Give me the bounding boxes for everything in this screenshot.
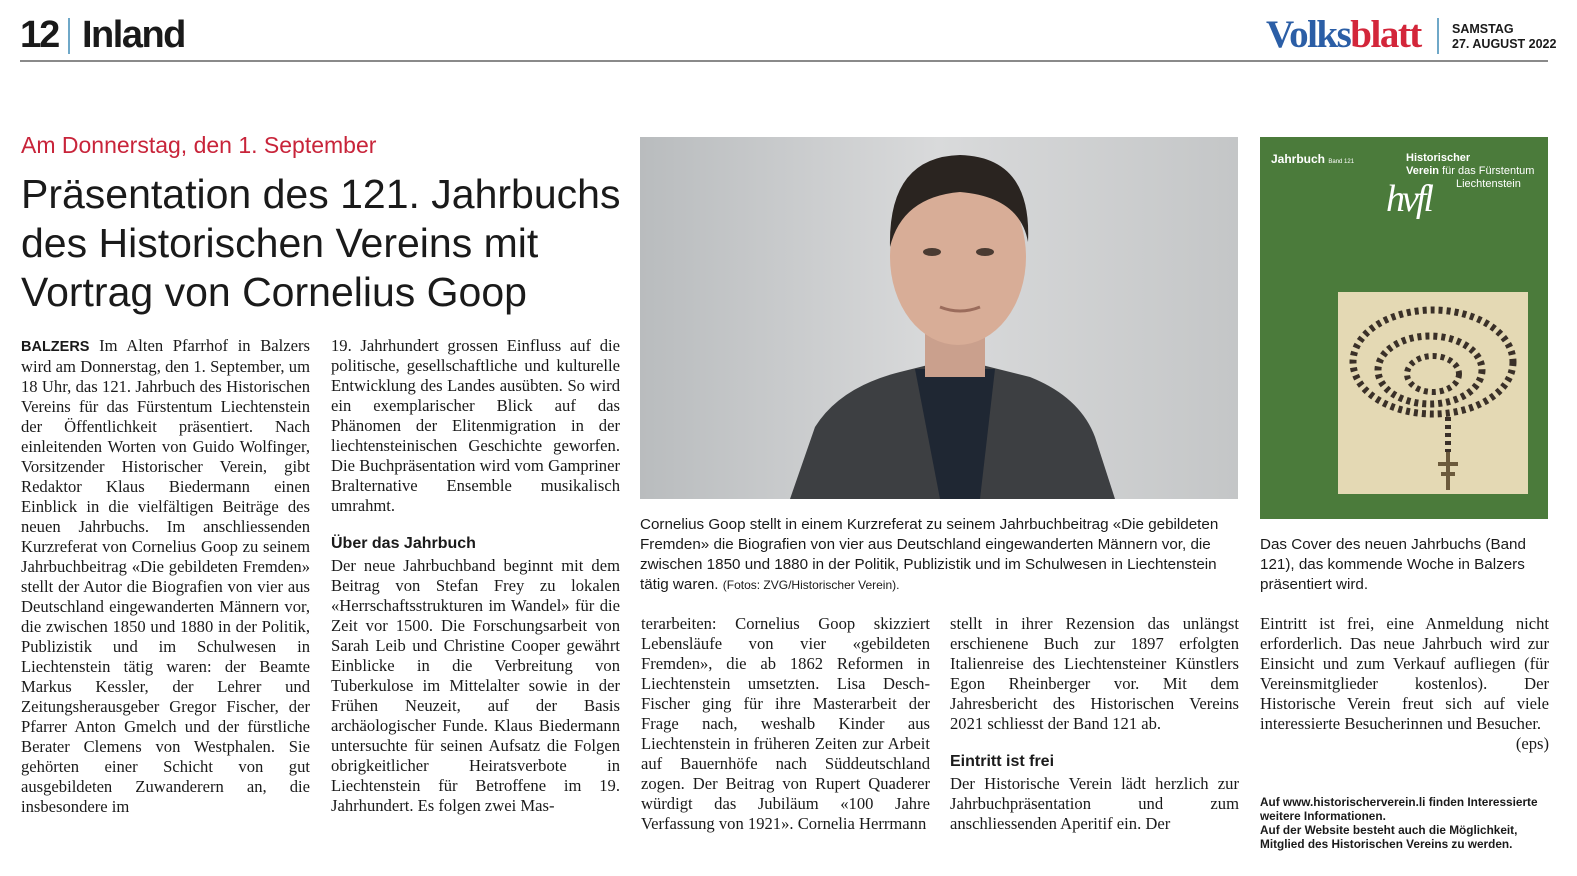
dateline: BALZERS [21, 339, 90, 355]
logo-part-volks: Volks [1266, 13, 1351, 56]
body-text: terarbeiten: Cornelius Goop skizziert Lebensläufe von vier «gebildeten Fremden», die ab 1862 Reformen in Liechtenstein umsetzten. Lisa Desch-Fischer ging für ihre Masterarbeit der Frage nach, weshalb Kinder aus Liechtenstein in früheren Zeiten zur Arbeit auf Bauernhöfe nach Süddeutschland zogen. Der Beitrag von Rupert Quaderer würdigt das Jubiläum «100 Jahre Verfassung von 1921». Cornelia Herrmann [641, 614, 930, 833]
author-signature: (eps) [1515, 734, 1549, 753]
cover-monogram: hvfl [1386, 178, 1431, 220]
cover-title-text: Jahrbuch [1271, 152, 1326, 166]
header-divider [68, 18, 70, 54]
header-rule [20, 60, 1548, 62]
cover-title [1271, 152, 1354, 166]
page-number: 12 [20, 14, 59, 56]
article-headline: Präsentation des 121. Jahrbuchs des Historischen Vereins mit Vortrag von Cornelius Goop [21, 171, 621, 315]
publisher-line: Liechtenstein [1456, 178, 1521, 190]
cover-caption: Das Cover des neuen Jahrbuchs (Band 121), das kommende Woche in Balzers präsentiert wird. [1260, 536, 1526, 593]
logo-part-blatt: blatt [1350, 13, 1421, 56]
publisher-line: Historischer [1406, 152, 1471, 164]
portrait-illustration [640, 137, 1238, 499]
article-column-4 [950, 614, 1239, 834]
weekday: SAMSTAG [1452, 22, 1514, 36]
portrait-photo [640, 137, 1238, 499]
rosary-illustration [1338, 292, 1528, 494]
photo-caption [640, 515, 1240, 595]
header-divider [1437, 18, 1439, 54]
article-column-1 [21, 336, 310, 817]
issue-date [1452, 22, 1556, 52]
rosary-image [1338, 292, 1528, 494]
caption-text: Cornelius Goop stellt in einem Kurzreferat zu seinem Jahrbuchbeitrag «Die gebildeten Fremden» die Biografien von vier aus Deutschland eingewanderten Männern vor, die zwischen 1850 und 1880 in der Politik, Publizistik und im Schulwesen in Liechtenstein tätig waren. [640, 516, 1219, 593]
subheading: Über das Jahrbuch [331, 535, 476, 552]
article-column-5 [1260, 614, 1549, 754]
body-text: Eintritt ist frei, eine Anmeldung nicht erforderlich. Das neue Jahrbuch wird zur Einsicht und zum Verkauf aufliegen (für Vereinsmitglieder kostenlos). Der Historische Verein freut sich auf viele interessierte Besucherinnen und Besucher. [1260, 614, 1549, 733]
info-text: Auf www.historischerverein.li finden Interessierte weitere Informationen. [1260, 795, 1538, 823]
body-text: Der neue Jahrbuchband beginnt mit dem Beitrag von Stefan Frey zu lokalen «Herrschaftsstrukturen im Wandel» für die Zeit vor 1500. Die Forschungsarbeit von Sarah Leib und Christine Cooper gewährt Einblicke in die Verbreitung von Tuberkulose im Mittelalter sowie in der Frühen Neuzeit, auf der Basis archäologischer Funde. Klaus Biedermann untersuchte für seinen Aufsatz die Folgen obrigkeitlicher Heiratsverbote in Liechtenstein für Betroffene im 19. Jahrhundert. Es folgen zwei Mas- [331, 556, 620, 815]
article-kicker: Am Donnerstag, den 1. September [21, 132, 377, 158]
volksblatt-logo [1266, 12, 1421, 57]
info-box [1260, 795, 1560, 851]
body-text: 19. Jahrhundert grossen Einfluss auf die politische, gesellschaftliche und kulturelle Entwicklung des Landes ausübten. So wird ein exemplarischer Blick auf das Phänomen der Elitenmigration in der liechtensteinischen Geschichte geworfen. Die Buchpräsentation wird vom Gampriner Bralternative Ensemble musikalisch umrahmt. [331, 336, 620, 515]
body-text: stellt in ihrer Rezension das unlängst erschienene Buch zur 1897 erfolgten Italienreise des Liechtensteiner Künstlers Egon Rheinberger vor. Mit dem Jahresbericht des Historischen Vereins 2021 schliesst der Band 121 ab. [950, 614, 1239, 733]
article-column-3 [641, 614, 930, 834]
info-text: Auf der Website besteht auch die Möglichkeit, Mitglied des Historischen Vereins zu werden. [1260, 823, 1518, 851]
date: 27. AUGUST 2022 [1452, 37, 1557, 51]
yearbook-cover [1260, 137, 1548, 519]
body-text: Der Historische Verein lädt herzlich zur Jahrbuchpräsentation und zum anschliessenden Aperitif ein. Der [950, 774, 1239, 833]
photo-credit: (Fotos: ZVG/Historischer Verein). [722, 578, 900, 592]
publisher-line: für das Fürstentum [1442, 165, 1535, 177]
publisher-line: Verein [1406, 165, 1440, 177]
subheading: Eintritt ist frei [950, 753, 1055, 770]
cover-band: Band 121 [1328, 159, 1355, 165]
section-title: Inland [82, 14, 185, 56]
article-column-2 [331, 336, 620, 816]
body-text: Im Alten Pfarrhof in Balzers wird am Donnerstag, den 1. September, um 18 Uhr, das 121. Jahrbuch des Historischen Vereins für das Fürstentum Liechtenstein der Öffentlichkeit präsentiert. Nach einleitenden Worten von Guido Wolfinger, Vorsitzender Historischer Verein, gibt Redaktor Klaus Biedermann einen Einblick in die vielfältigen Beiträge des neuen Jahrbuchs. Im anschliessenden Kurzreferat von Cornelius Goop zu seinem Jahrbuchbeitrag «Die gebildeten Fremden» stellt der Autor die Biografien von vier aus Deutschland eingewanderten Männern vor, die zwischen 1850 und 1880 in der Politik, Publizistik und im Schulwesen in Liechtenstein tätig waren: der Beamte Markus Kessler, der Lehrer und Zeitungsherausgeber Gregor Fischer, der Pfarrer Anton Gmelch und der fürstliche Berater Clemens von Westphalen. Sie gehörten einer Schicht von gut ausgebildeten Zuwanderern an, die insbesondere im [21, 336, 310, 816]
